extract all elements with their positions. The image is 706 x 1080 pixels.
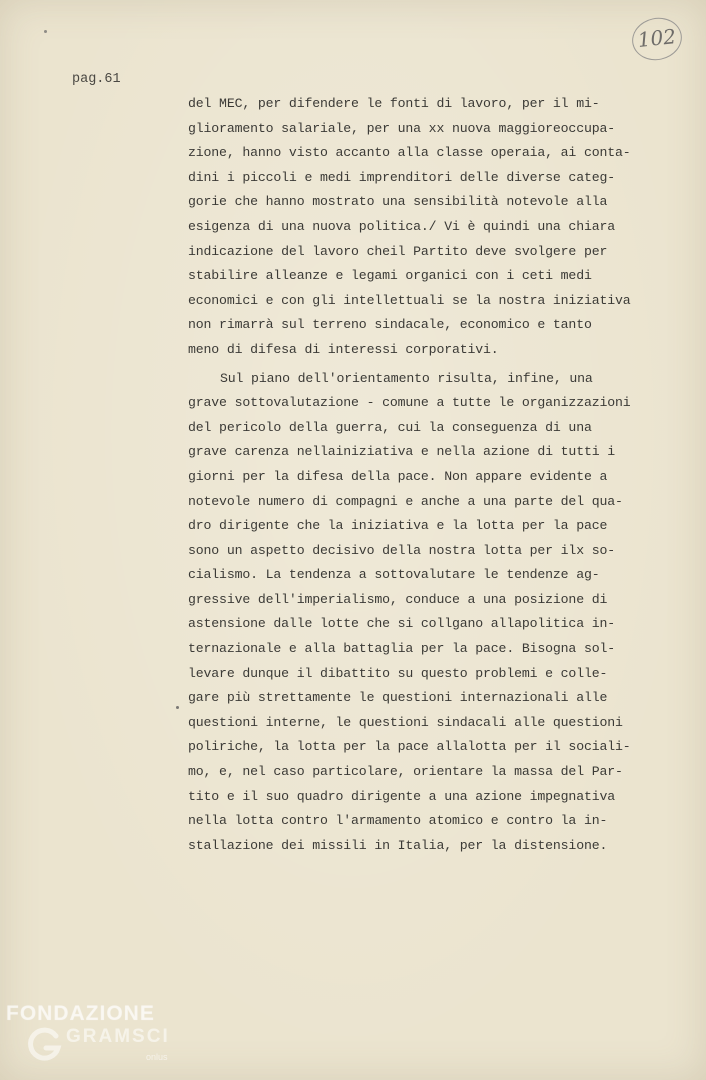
text-line: gare più strettamente le questioni internazionali alle xyxy=(188,690,608,706)
text-line: economici e con gli intellettuali se la nostra iniziativa xyxy=(188,292,631,308)
folio-stamp xyxy=(628,13,686,64)
text-line: astensione dalle lotte che si collgano allapolitica in- xyxy=(188,616,616,632)
text-line: meno di difesa di interessi corporativi. xyxy=(188,341,499,357)
folio-number: 102 xyxy=(636,24,678,52)
foundation-logo-icon xyxy=(26,1026,64,1064)
text-line: levare dunque il dibattito su questo problemi e colle- xyxy=(188,665,608,681)
text-line: non rimarrà sul terreno sindacale, economico e tanto xyxy=(188,317,592,333)
text-line: nella lotta contro l'armamento atomico e contro la in- xyxy=(188,813,608,829)
page-label: pag.61 xyxy=(72,72,121,87)
paper-speck xyxy=(44,30,47,33)
text-line: dro dirigente che la iniziativa e la lotta per la pace xyxy=(188,518,608,534)
text-line: del pericolo della guerra, cui la conseguenza di una xyxy=(188,419,592,435)
text-line: del MEC, per difendere le fonti di lavoro, per il mi- xyxy=(188,96,600,111)
paragraph-start-line: Sul piano dell'orientamento risulta, infine, una xyxy=(220,370,593,386)
text-line: gorie che hanno mostrato una sensibilità notevole alla xyxy=(188,194,608,210)
text-line: ternazionale e alla battaglia per la pace. Bisogna sol- xyxy=(188,641,616,657)
text-line: sono un aspetto decisivo della nostra lotta per ilx so- xyxy=(188,542,616,558)
margin-mark xyxy=(176,706,179,709)
text-line: esigenza di una nuova politica./ Vi è quindi una chiara xyxy=(188,218,616,234)
text-line: glioramento salariale, per una xx nuova maggioreoccupa- xyxy=(188,120,616,136)
text-line: poliriche, la lotta per la pace allalotta per il sociali- xyxy=(188,739,631,755)
text-line: notevole numero di compagni e anche a una parte del qua- xyxy=(188,493,623,509)
text-line: giorni per la difesa della pace. Non appare evidente a xyxy=(188,468,608,484)
text-line: stallazione dei missili in Italia, per la distensione. xyxy=(188,837,608,853)
watermark-title: FONDAZIONE xyxy=(6,1002,155,1025)
text-line: tito e il suo quadro dirigente a una azione impegnativa xyxy=(188,788,616,804)
text-line: indicazione del lavoro cheil Partito deve svolgere per xyxy=(188,243,608,259)
watermark-name: GRAMSCI xyxy=(66,1026,170,1047)
text-line: grave sottovalutazione - comune a tutte le organizzazioni xyxy=(188,395,631,411)
watermark-suffix: onlus xyxy=(146,1052,168,1062)
text-line: gressive dell'imperialismo, conduce a una posizione di xyxy=(188,591,608,607)
text-line: questioni interne, le questioni sindacali alle questioni xyxy=(188,714,623,730)
text-line: grave carenza nellainiziativa e nella azione di tutti i xyxy=(188,444,616,460)
typewritten-text xyxy=(188,92,688,858)
text-line: stabilire alleanze e legami organici con i ceti medi xyxy=(188,268,592,284)
text-line: mo, e, nel caso particolare, orientare la massa del Par- xyxy=(188,764,623,780)
text-line: dini i piccoli e medi imprenditori delle diverse categ- xyxy=(188,169,616,185)
text-line: cialismo. La tendenza a sottovalutare le tendenze ag- xyxy=(188,567,600,583)
archive-watermark xyxy=(6,1002,206,1074)
text-line: zione, hanno visto accanto alla classe operaia, ai conta- xyxy=(188,145,631,161)
